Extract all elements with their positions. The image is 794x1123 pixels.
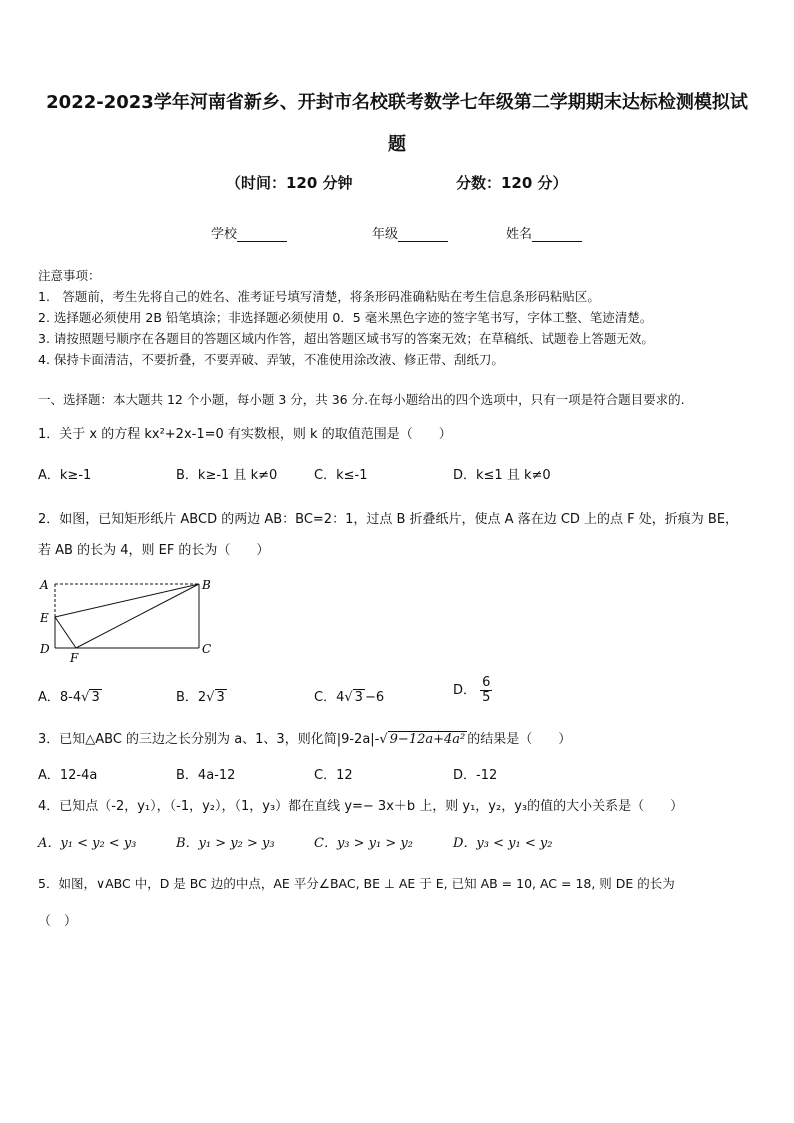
question-2-option-c (314, 686, 384, 705)
question-2-option-b (176, 686, 227, 705)
fraction-denominator: 5 (482, 690, 491, 705)
section-heading: 一、选择题：本大题共 12 个小题，每小题 3 分，共 36 分.在每小题给出的四个选项中，只有一项是符合题目要求的. (38, 392, 685, 407)
option-d-fraction (480, 676, 492, 705)
crease-be (55, 584, 199, 617)
page-title-line2: 题 (388, 134, 406, 155)
question-2-stem-line2: 若 AB 的长为 4，则 EF 的长为（ ） (38, 543, 270, 558)
school-blank (237, 227, 287, 242)
option-c-tail: −6 (364, 690, 385, 705)
question-4-stem: 4．已知点（-2，y₁），（-1，y₂），（1，y₃）都在直线 y=− 3x＋b 上，则 y₁，y₂，y₃的值的大小关系是（ ） (38, 799, 684, 814)
option-a-radical: √ (81, 690, 90, 705)
question-5-stem-line1: 5．如图，∨ABC 中，D 是 BC 边的中点，AE 平分∠BAC, BE ⊥ AE 于 E, 已知 AB = 10, AC = 18, 则 DE 的长为 (38, 876, 675, 891)
question-3-option-b: B．4a-12 (176, 768, 236, 783)
option-b-text: B．2 (176, 690, 207, 705)
question-3-stem-b: 的结果是（ ） (467, 732, 572, 747)
option-b-radical: √ (206, 690, 215, 705)
radical-icon: √ (379, 732, 388, 747)
name-field (506, 223, 582, 242)
option-c-text: C．4 (314, 690, 345, 705)
question-1-option-c: C．k≤-1 (314, 468, 368, 483)
option-c-radicand: 3 (354, 690, 363, 705)
option-d-text: D． (453, 683, 477, 698)
question-1-option-a: A．k≥-1 (38, 468, 92, 483)
question-3-radicand: 9−12a+4a² (389, 732, 466, 747)
question-3-stem (38, 728, 571, 747)
grade-blank (398, 227, 448, 242)
fraction-numerator: 6 (482, 675, 491, 690)
question-2-option-d (453, 676, 492, 705)
option-a-radicand: 3 (91, 690, 100, 705)
question-1-stem: 1．关于 x 的方程 kx²+2x-1=0 有实数根，则 k 的取值范围是（ ） (38, 427, 452, 442)
label-b: B (202, 578, 211, 592)
question-1-option-d: D．k≤1 且 k≠0 (453, 468, 551, 483)
notes-heading: 注意事项： (38, 268, 101, 283)
exam-time: （时间：120 分钟 (226, 174, 353, 192)
note-item-1: 1. 答题前，考生先将自己的姓名、准考证号填写清楚，将条形码准确粘贴在考生信息条形码粘贴区。 (38, 289, 600, 304)
segment-ef (55, 617, 76, 648)
name-blank (532, 227, 582, 242)
note-item-4: 4. 保持卡面清洁，不要折叠，不要弄破、弄皱，不准使用涂改液、修正带、刮纸刀。 (38, 352, 504, 367)
option-a-text: A．8-4 (38, 690, 82, 705)
option-c-radical: √ (344, 690, 353, 705)
rectangle-fold-figure (36, 574, 216, 666)
page-title-line1: 2022-2023学年河南省新乡、开封市名校联考数学七年级第二学期期末达标检测模拟试 (46, 92, 748, 113)
question-4-option-b: B．y₁ > y₂ > y₃ (176, 836, 275, 851)
label-c: C (202, 642, 212, 656)
question-2-stem-line1: 2．如图，已知矩形纸片 ABCD 的两边 AB：BC=2：1，过点 B 折叠纸片，使点 A 落在边 CD 上的点 F 处，折痕为 BE， (38, 512, 739, 527)
question-1-option-b: B．k≥-1 且 k≠0 (176, 468, 278, 483)
option-b-radicand: 3 (216, 690, 225, 705)
school-field (211, 223, 287, 242)
note-item-3: 3. 请按照题号顺序在各题目的答题区域内作答，超出答题区域书写的答案无效；在草稿纸、试题卷上答题无效。 (38, 331, 654, 346)
segment-bf (76, 584, 199, 648)
question-4-option-c: C．y₃ > y₁ > y₂ (314, 836, 413, 851)
question-4-option-d: D．y₃ < y₁ < y₂ (453, 836, 553, 851)
question-2-option-a (38, 686, 102, 705)
note-item-2: 2. 选择题必须使用 2B 铅笔填涂；非选择题必须使用 0．5 毫米黑色字迹的签字笔书写，字体工整、笔迹清楚。 (38, 310, 653, 325)
question-3-option-c: C．12 (314, 768, 353, 783)
school-label: 学校 (211, 227, 238, 242)
question-5-stem-line2: （ ） (38, 914, 78, 929)
exam-score: 分数：120 分） (456, 174, 568, 192)
name-label: 姓名 (506, 227, 533, 242)
label-f: F (70, 651, 79, 665)
grade-field (372, 223, 448, 242)
question-3-stem-a: 3．已知△ABC 的三边之长分别为 a、1、3，则化简|9-2a|- (38, 732, 380, 747)
label-e: E (40, 611, 49, 625)
question-4-option-a: A．y₁ < y₂ < y₃ (38, 836, 137, 851)
grade-label: 年级 (372, 227, 399, 242)
question-3-option-a: A．12-4a (38, 768, 98, 783)
label-d: D (40, 642, 50, 656)
question-3-option-d: D．-12 (453, 768, 498, 783)
label-a: A (40, 578, 49, 592)
